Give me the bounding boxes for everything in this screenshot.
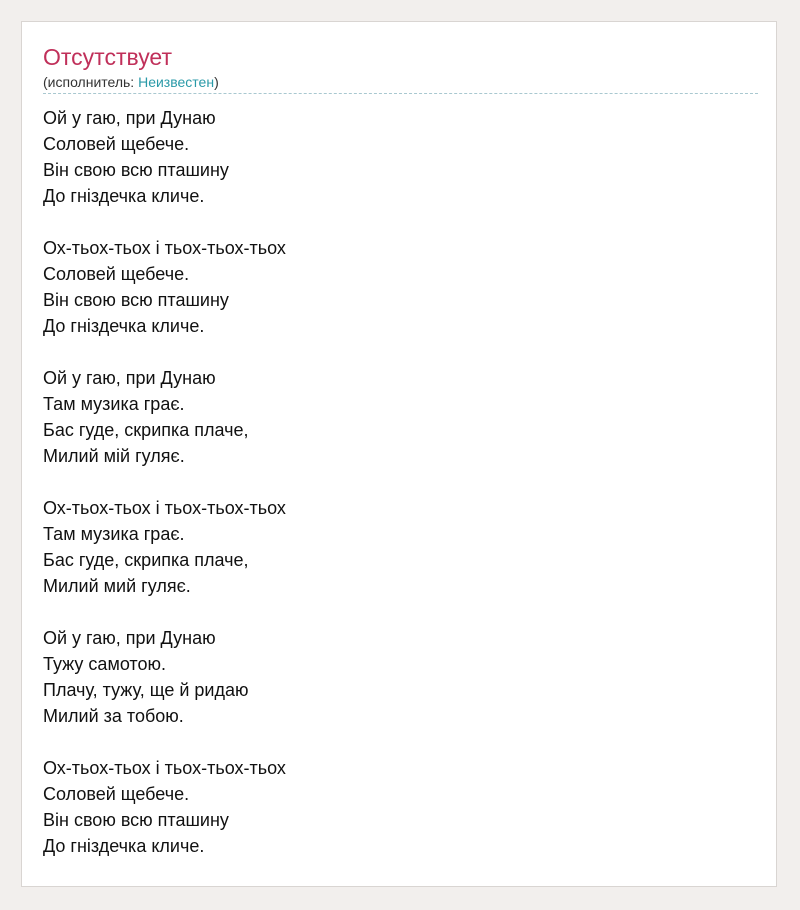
artist-link[interactable]: Неизвестен — [138, 74, 215, 90]
title-divider — [43, 93, 758, 94]
stanza — [43, 235, 286, 339]
lyric-line: До гніздечка кличе. — [43, 836, 205, 856]
lyric-line: Бас гуде, скрипка плаче, — [43, 550, 249, 570]
artist-suffix: ) — [214, 74, 219, 90]
lyric-line: Там музика грає. — [43, 394, 185, 414]
lyric-line: Милий мій гуляє. — [43, 446, 185, 466]
lyric-line: Ох-тьох-тьох і тьох-тьох-тьох — [43, 238, 286, 258]
stanza — [43, 365, 286, 469]
artist-line — [43, 73, 219, 91]
stanza — [43, 755, 286, 859]
lyric-line: Він свою всю пташину — [43, 290, 229, 310]
stanza — [43, 105, 286, 209]
lyric-line: Ох-тьох-тьох і тьох-тьох-тьох — [43, 498, 286, 518]
song-title: Отсутствует — [43, 44, 172, 70]
lyric-line: Плачу, тужу, ще й ридаю — [43, 680, 249, 700]
lyric-line: Ох-тьох-тьох і тьох-тьох-тьох — [43, 758, 286, 778]
stanza — [43, 625, 286, 729]
lyrics-text — [43, 105, 286, 859]
lyric-line: Милий за тобою. — [43, 706, 184, 726]
lyric-line: До гніздечка кличе. — [43, 316, 205, 336]
lyric-line: Ой у гаю, при Дунаю — [43, 628, 216, 648]
lyric-line: Соловей щебече. — [43, 134, 190, 154]
lyric-line: Милий мий гуляє. — [43, 576, 191, 596]
artist-prefix: (исполнитель: — [43, 74, 139, 90]
lyric-line: Там музика грає. — [43, 524, 185, 544]
lyric-line: Він свою всю пташину — [43, 160, 229, 180]
lyric-line: Тужу самотою. — [43, 654, 166, 674]
lyric-line: Ой у гаю, при Дунаю — [43, 108, 216, 128]
lyric-line: До гніздечка кличе. — [43, 186, 205, 206]
lyrics-card — [21, 21, 777, 887]
lyric-line: Соловей щебече. — [43, 264, 190, 284]
lyric-line: Він свою всю пташину — [43, 810, 229, 830]
lyric-line: Соловей щебече. — [43, 784, 190, 804]
stanza — [43, 495, 286, 599]
lyric-line: Бас гуде, скрипка плаче, — [43, 420, 249, 440]
lyric-line: Ой у гаю, при Дунаю — [43, 368, 216, 388]
